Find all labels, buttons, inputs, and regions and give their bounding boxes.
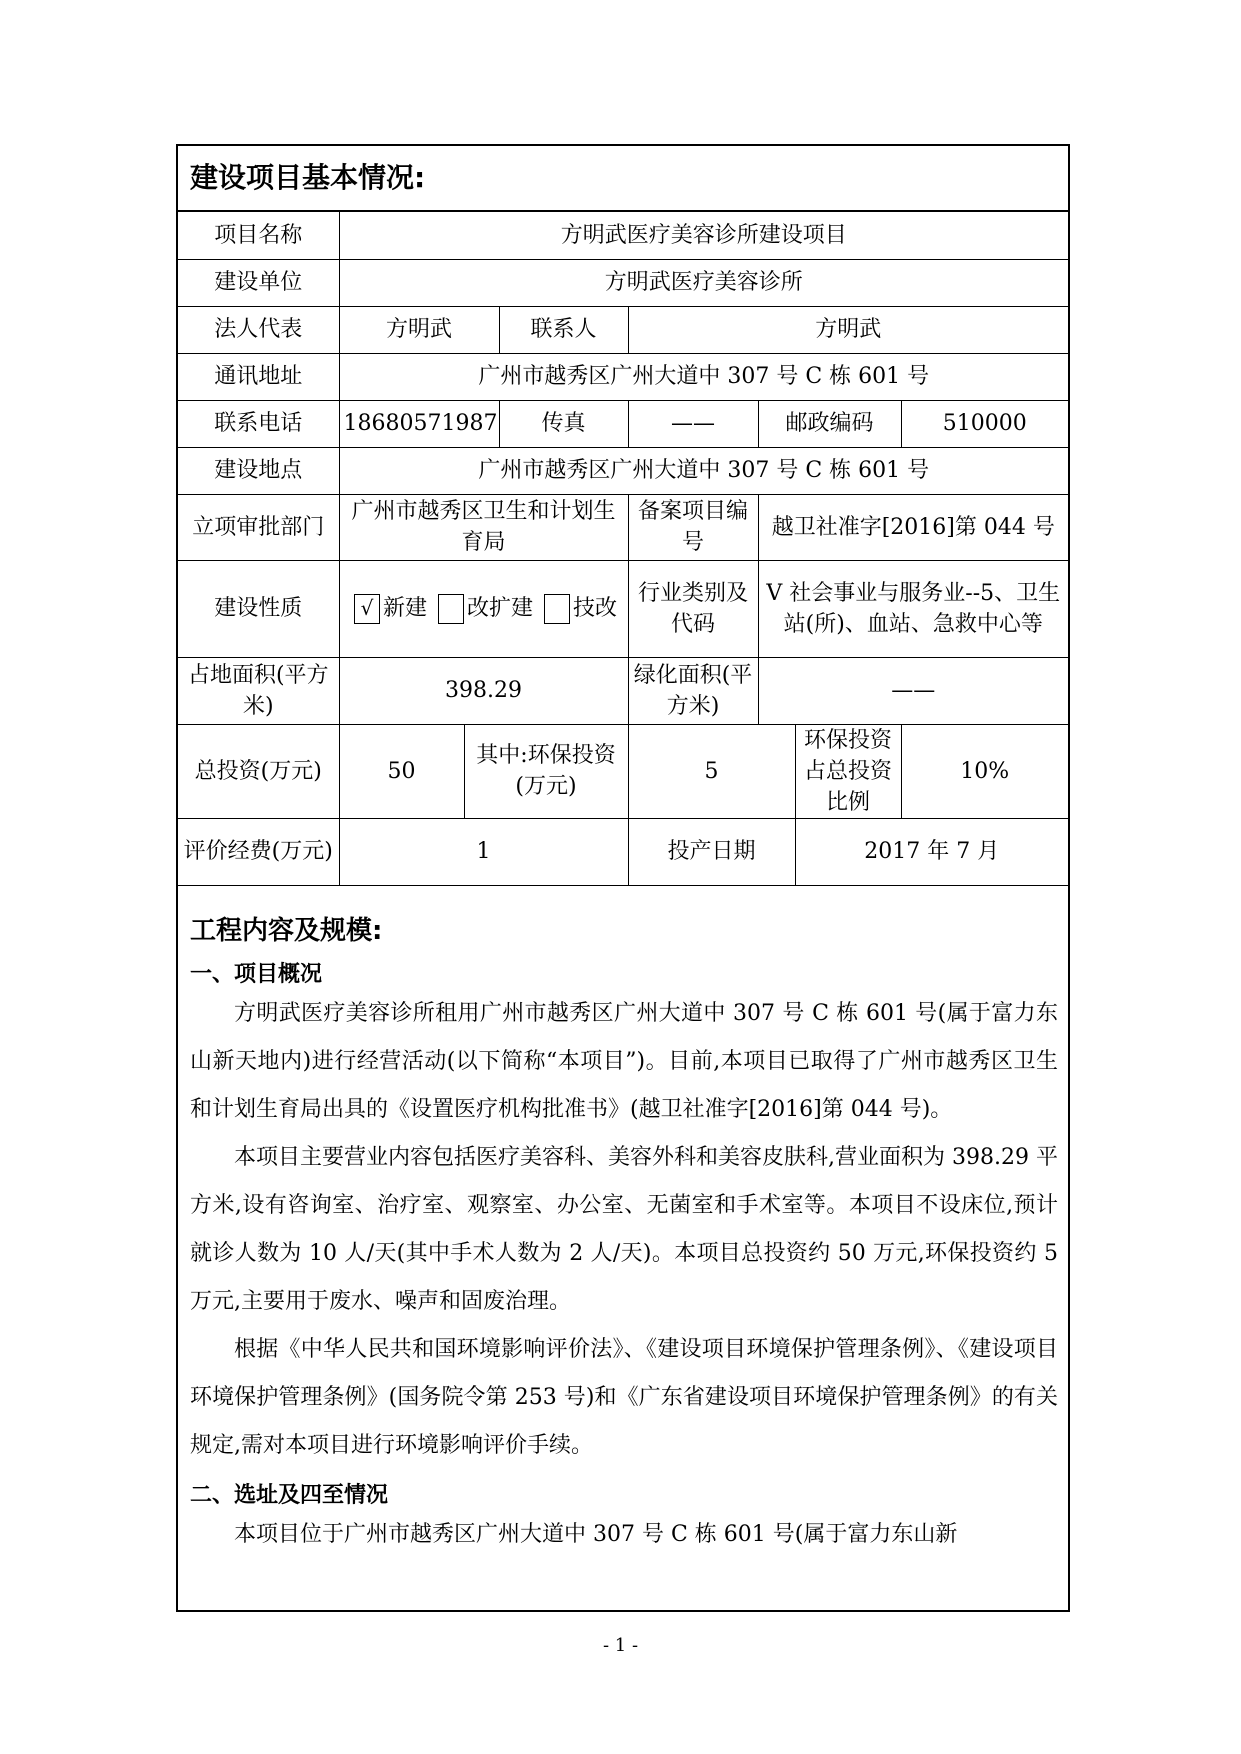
value-contact: 方明武 — [628, 306, 1068, 353]
table-row — [178, 259, 1068, 306]
label-env-ratio: 环保投资占总投资比例 — [795, 724, 901, 818]
value-env-ratio: 10% — [901, 724, 1068, 818]
paragraph-overview-1: 方明武医疗美容诊所租用广州市越秀区广州大道中 307 号 C 栋 601 号(属于富力东山新天地内)进行经营活动(以下简称“本项目”)。目前,本项目已取得了广州市越秀区卫生和计划生育局出具的《设置医疗机构批准书》(越卫社准字[2016]第 044 号)。 — [190, 1000, 1058, 1122]
label-site: 建设地点 — [178, 447, 339, 494]
value-approval-dept: 广州市越秀区卫生和计划生育局 — [339, 494, 628, 560]
label-env-invest: 其中:环保投资(万元) — [464, 724, 628, 818]
table-row — [178, 657, 1068, 724]
subheading-overview: 一、项目概况 — [190, 961, 323, 987]
value-eval-fee: 1 — [339, 818, 628, 885]
label-legal-rep: 法人代表 — [178, 306, 339, 353]
project-info-table — [178, 212, 1068, 886]
checkbox-new-checked: √ — [354, 594, 380, 624]
value-site: 广州市越秀区广州大道中 307 号 C 栋 601 号 — [339, 447, 1068, 494]
label-builder: 建设单位 — [178, 259, 339, 306]
label-project-name: 项目名称 — [178, 212, 339, 259]
value-industry: V 社会事业与服务业--5、卫生站(所)、血站、急救中心等 — [758, 560, 1068, 657]
paragraph-location: 本项目位于广州市越秀区广州大道中 307 号 C 栋 601 号(属于富力东山新 — [234, 1521, 958, 1547]
label-total-invest: 总投资(万元) — [178, 724, 339, 818]
checkbox-rebuild — [438, 594, 464, 624]
label-address: 通讯地址 — [178, 353, 339, 400]
checkbox-tech — [544, 594, 570, 624]
nature-rebuild-label: 改扩建 — [466, 596, 533, 621]
label-land-area: 占地面积(平方米) — [178, 657, 339, 724]
table-row — [178, 306, 1068, 353]
section-title-engineering: 工程内容及规模: — [190, 915, 383, 946]
value-env-invest: 5 — [628, 724, 795, 818]
subheading-location: 二、选址及四至情况 — [190, 1482, 389, 1508]
label-prod-date: 投产日期 — [628, 818, 795, 885]
label-contact: 联系人 — [499, 306, 628, 353]
label-filing-no: 备案项目编号 — [628, 494, 758, 560]
nature-new-label: 新建 — [382, 596, 427, 621]
value-builder: 方明武医疗美容诊所 — [339, 259, 1068, 306]
label-phone: 联系电话 — [178, 400, 339, 447]
label-postcode: 邮政编码 — [758, 400, 901, 447]
table-row — [178, 447, 1068, 494]
label-nature: 建设性质 — [178, 560, 339, 657]
value-address: 广州市越秀区广州大道中 307 号 C 栋 601 号 — [339, 353, 1068, 400]
label-fax: 传真 — [499, 400, 628, 447]
value-nature — [339, 560, 628, 657]
value-fax: —— — [628, 400, 758, 447]
table-row — [178, 560, 1068, 657]
document-frame — [176, 144, 1070, 1612]
paragraph-overview-3: 根据《中华人民共和国环境影响评价法》、《建设项目环境保护管理条例》、《建设项目环境保护管理条例》(国务院令第 253 号)和《广东省建设项目环境保护管理条例》的有关规定,需对本项目进行环境影响评价手续。 — [190, 1336, 1058, 1458]
table-row — [178, 494, 1068, 560]
value-prod-date: 2017 年 7 月 — [795, 818, 1068, 885]
label-eval-fee: 评价经费(万元) — [178, 818, 339, 885]
paragraph-overview-2: 本项目主要营业内容包括医疗美容科、美容外科和美容皮肤科,营业面积为 398.29 平方米,设有咨询室、治疗室、观察室、办公室、无菌室和手术室等。本项目不设床位,预计就诊人数为 10 人/天(其中手术人数为 2 人/天)。本项目总投资约 50 万元,环保投资约 5 万元,主要用于废水、噪声和固废治理。 — [190, 1144, 1058, 1314]
label-green-area: 绿化面积(平方米) — [628, 657, 758, 724]
table-row — [178, 353, 1068, 400]
section-title-basic-info: 建设项目基本情况: — [178, 146, 1068, 212]
value-postcode: 510000 — [901, 400, 1068, 447]
page-number: - 1 - — [602, 1635, 639, 1656]
value-land-area: 398.29 — [339, 657, 628, 724]
table-row — [178, 400, 1068, 447]
value-project-name: 方明武医疗美容诊所建设项目 — [339, 212, 1068, 259]
nature-tech-label: 技改 — [573, 596, 618, 621]
value-phone: 18680571987 — [339, 400, 499, 447]
value-total-invest: 50 — [339, 724, 464, 818]
value-green-area: —— — [758, 657, 1068, 724]
engineering-section — [178, 910, 1068, 1559]
table-row — [178, 724, 1068, 818]
label-industry: 行业类别及代码 — [628, 560, 758, 657]
value-legal-rep: 方明武 — [339, 306, 499, 353]
label-approval-dept: 立项审批部门 — [178, 494, 339, 560]
table-row — [178, 818, 1068, 885]
value-filing-no: 越卫社准字[2016]第 044 号 — [758, 494, 1068, 560]
table-row — [178, 212, 1068, 259]
